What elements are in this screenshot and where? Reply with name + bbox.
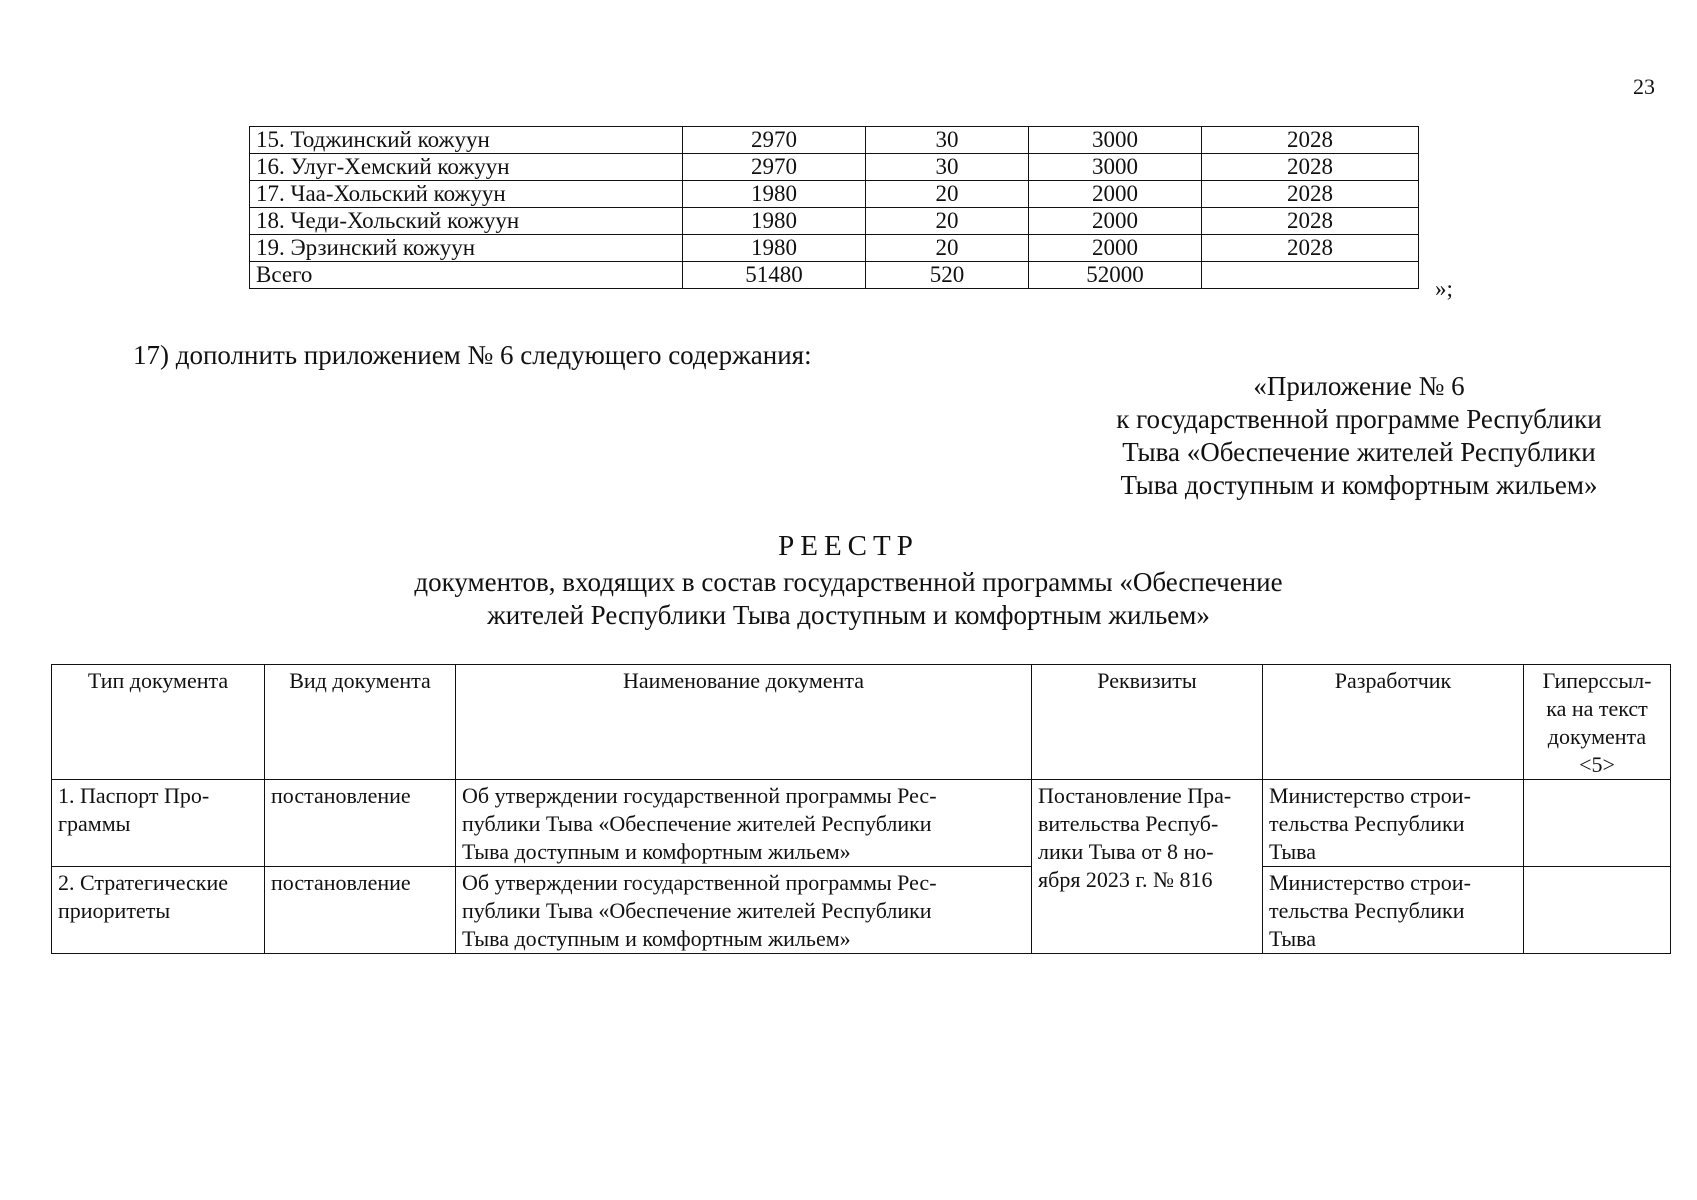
table-row <box>250 208 1419 235</box>
requisites-line: Постановление Пра- <box>1038 783 1232 808</box>
table-header-row <box>52 665 1671 780</box>
amendment-paragraph: 17) дополнить приложением № 6 следующего содержания: <box>133 340 812 370</box>
developer-line: Тыва <box>1269 926 1316 951</box>
doc-kind-cell: постановление <box>265 867 456 954</box>
doc-name-line: Тыва доступным и комфортным жильем» <box>462 839 851 864</box>
header-hyperlink-line: Гиперссыл- <box>1542 668 1652 693</box>
doc-name-cell <box>456 780 1032 867</box>
header-hyperlink-line: документа <box>1547 724 1647 749</box>
value-cell: 30 <box>866 154 1029 181</box>
value-cell: 2970 <box>683 154 866 181</box>
value-cell: 2000 <box>1029 235 1202 262</box>
appendix-header-line: «Приложение № 6 <box>1253 371 1465 401</box>
value-cell: 30 <box>866 127 1029 154</box>
year-cell: 2028 <box>1202 181 1419 208</box>
header-hyperlink-line: <5> <box>1579 752 1615 777</box>
page-number: 23 <box>1633 74 1655 99</box>
doc-name-line: Об утверждении государственной программы Рес- <box>462 783 937 808</box>
district-name: 16. Улуг-Хемский кожуун <box>250 154 683 181</box>
total-value: 51480 <box>683 262 866 289</box>
table-row <box>52 780 1671 867</box>
district-name: 17. Чаа-Хольский кожуун <box>250 181 683 208</box>
district-name: 18. Чеди-Хольский кожуун <box>250 208 683 235</box>
district-name: 15. Тоджинский кожуун <box>250 127 683 154</box>
header-requisites: Реквизиты <box>1032 665 1263 780</box>
doc-type-line: приоритеты <box>58 898 171 923</box>
total-value: 52000 <box>1029 262 1202 289</box>
doc-type-line: граммы <box>58 811 131 836</box>
doc-name-line: Об утверждении государственной программы Рес- <box>462 870 937 895</box>
value-cell: 1980 <box>683 208 866 235</box>
hyperlink-cell <box>1524 867 1671 954</box>
doc-type-cell <box>52 780 265 867</box>
developer-line: Министерство строи- <box>1269 870 1471 895</box>
districts-table <box>249 126 1419 289</box>
table-row <box>250 127 1419 154</box>
year-cell: 2028 <box>1202 208 1419 235</box>
developer-cell <box>1263 867 1524 954</box>
requisites-cell <box>1032 780 1263 954</box>
doc-type-line: 1. Паспорт Про- <box>58 783 210 808</box>
year-cell <box>1202 262 1419 289</box>
doc-name-line: публики Тыва «Обеспечение жителей Республики <box>462 898 932 923</box>
hyperlink-cell <box>1524 780 1671 867</box>
appendix-header-line: Тыва «Обеспечение жителей Республики <box>1122 437 1596 467</box>
requisites-line: ября 2023 г. № 816 <box>1038 867 1213 892</box>
table-row <box>52 867 1671 954</box>
doc-type-line: 2. Стратегические <box>58 870 229 895</box>
doc-name-cell <box>456 867 1032 954</box>
registry-table <box>51 664 1671 954</box>
developer-line: Тыва <box>1269 839 1316 864</box>
year-cell: 2028 <box>1202 154 1419 181</box>
value-cell: 20 <box>866 235 1029 262</box>
header-developer: Разработчик <box>1263 665 1524 780</box>
value-cell: 1980 <box>683 235 866 262</box>
table-row <box>250 154 1419 181</box>
developer-cell <box>1263 780 1524 867</box>
appendix-header <box>1079 370 1639 502</box>
district-name: 19. Эрзинский кожуун <box>250 235 683 262</box>
total-label: Всего <box>250 262 683 289</box>
registry-subtitle <box>0 566 1697 632</box>
registry-subtitle-line: документов, входящих в состав государственной программы «Обеспечение <box>414 567 1283 597</box>
requisites-line: вительства Респуб- <box>1038 811 1219 836</box>
value-cell: 3000 <box>1029 154 1202 181</box>
appendix-header-line: Тыва доступным и комфортным жильем» <box>1120 470 1598 500</box>
header-hyperlink-line: ка на текст <box>1546 696 1648 721</box>
value-cell: 1980 <box>683 181 866 208</box>
developer-line: Министерство строи- <box>1269 783 1471 808</box>
header-type: Тип документа <box>52 665 265 780</box>
header-name: Наименование документа <box>456 665 1032 780</box>
value-cell: 2970 <box>683 127 866 154</box>
requisites-line: лики Тыва от 8 но- <box>1038 839 1214 864</box>
value-cell: 20 <box>866 181 1029 208</box>
registry-subtitle-line: жителей Республики Тыва доступным и комфортным жильем» <box>487 600 1210 630</box>
table-row <box>250 181 1419 208</box>
value-cell: 2000 <box>1029 208 1202 235</box>
header-hyperlink <box>1524 665 1671 780</box>
total-row <box>250 262 1419 289</box>
year-cell: 2028 <box>1202 235 1419 262</box>
value-cell: 20 <box>866 208 1029 235</box>
doc-name-line: публики Тыва «Обеспечение жителей Республики <box>462 811 932 836</box>
value-cell: 2000 <box>1029 181 1202 208</box>
appendix-header-line: к государственной программе Республики <box>1116 404 1602 434</box>
total-value: 520 <box>866 262 1029 289</box>
doc-type-cell <box>52 867 265 954</box>
header-kind: Вид документа <box>265 665 456 780</box>
registry-title: РЕЕСТР <box>778 530 919 562</box>
table-row <box>250 235 1419 262</box>
developer-line: тельства Республики <box>1269 898 1465 923</box>
year-cell: 2028 <box>1202 127 1419 154</box>
doc-kind-cell: постановление <box>265 780 456 867</box>
developer-line: тельства Республики <box>1269 811 1465 836</box>
value-cell: 3000 <box>1029 127 1202 154</box>
closing-quote-mark: »; <box>1435 276 1453 301</box>
doc-name-line: Тыва доступным и комфортным жильем» <box>462 926 851 951</box>
